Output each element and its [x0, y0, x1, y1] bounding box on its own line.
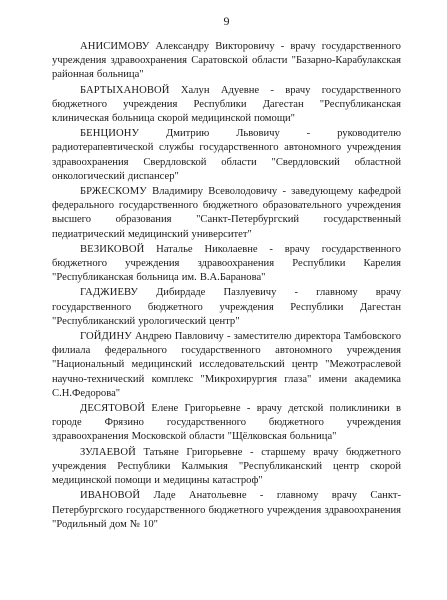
award-entry-3: [52, 127, 401, 184]
recipient-position: - врачу государственного бюджетного учреждения Республики Дагестан "Республиканская клиническая больница скорой медицинской помощи": [52, 84, 401, 125]
recipient-position: - главному врачу Санкт-Петербургского государственного бюджетного учреждения здравоохранения "Родильный дом № 10": [52, 490, 401, 530]
recipient-given-names: Елене Григорьевне: [151, 403, 241, 415]
recipient-surname: ГАДЖИЕВУ: [80, 287, 138, 299]
recipient-given-names: Владимиру Всеволодовичу: [152, 186, 278, 198]
recipient-position: - главному врачу государственного бюджетного учреждения Республики Дагестан "Республиканский урологический центр": [52, 287, 401, 327]
recipient-surname: БЕНЦИОНУ: [80, 128, 140, 140]
recipient-position: - врачу государственного бюджетного учреждения здравоохранения Республики Карелия "Республиканская больница им. В.А.Баранова": [52, 243, 401, 284]
award-entry-1: [52, 40, 401, 83]
award-entry-9: [52, 446, 401, 489]
award-entry-10: [52, 489, 401, 532]
recipient-surname: ЗУЛАЕВОЙ: [80, 446, 136, 458]
recipient-surname: АНИСИМОВУ: [80, 41, 150, 52]
award-entry-6: [52, 286, 401, 329]
award-entry-8: [52, 402, 401, 445]
recipient-position: - заместителю директора Тамбовского филиала федерального государственного автономного учреждения "Национальный медицинский исследовательский центр "Межотраслевой научно-технический комплекс "Микрохирургия глаза" имени академика С.Н.Федорова": [52, 331, 401, 399]
recipient-surname: ГОЙДИНУ: [80, 331, 132, 343]
page-number: 9: [223, 14, 230, 28]
recipient-position: - врачу государственного учреждения здравоохранения Саратовской области "Базарно-Карабулакская районная больница": [52, 41, 401, 81]
recipient-surname: БАРТЫХАНОВОЙ: [80, 84, 170, 96]
recipient-given-names: Дмитрию Львовичу: [166, 128, 280, 140]
recipient-given-names: Александру Викторовичу: [155, 41, 275, 52]
recipient-surname: ИВАНОВОЙ: [80, 490, 141, 502]
recipient-given-names: Андрею Павловичу: [135, 331, 224, 343]
recipient-position: - врачу детской поликлиники в городе Фрязино государственного бюджетного учреждения здравоохранения Московской области "Щёлковская больница": [52, 403, 401, 443]
recipient-surname: ДЕСЯТОВОЙ: [80, 403, 146, 415]
recipient-position: - заведующему кафедрой федерального государственного бюджетного образовательного учреждения высшего образования "Санкт-Петербургский государственный педиатрический медицинский университет": [52, 186, 402, 240]
recipient-given-names: Ладе Анатольевне: [153, 490, 247, 502]
recipient-position: - руководителю радиотерапевтической службы государственного автономного учреждения здравоохранения Свердловской области "Свердловский областной онкологический диспансер": [52, 128, 401, 182]
recipient-given-names: Халун Адуевне: [180, 84, 260, 96]
recipient-given-names: Дибирдаде Пазлуевичу: [156, 287, 277, 299]
recipient-surname: ВЕЗИКОВОЙ: [80, 243, 145, 255]
award-entry-4: [52, 185, 401, 242]
recipient-surname: БРЖЕСКОМУ: [80, 186, 147, 198]
award-entry-2: [52, 84, 401, 127]
recipient-given-names: Татьяне Григорьевне: [143, 446, 243, 458]
recipient-given-names: Наталье Николаевне: [156, 243, 258, 255]
award-entry-5: [52, 243, 401, 286]
recipient-position: - старшему врачу бюджетного учреждения Республики Калмыкия "Республиканский центр скорой медицинской помощи и медицины катастроф": [52, 446, 401, 487]
award-entry-7: [52, 330, 401, 401]
